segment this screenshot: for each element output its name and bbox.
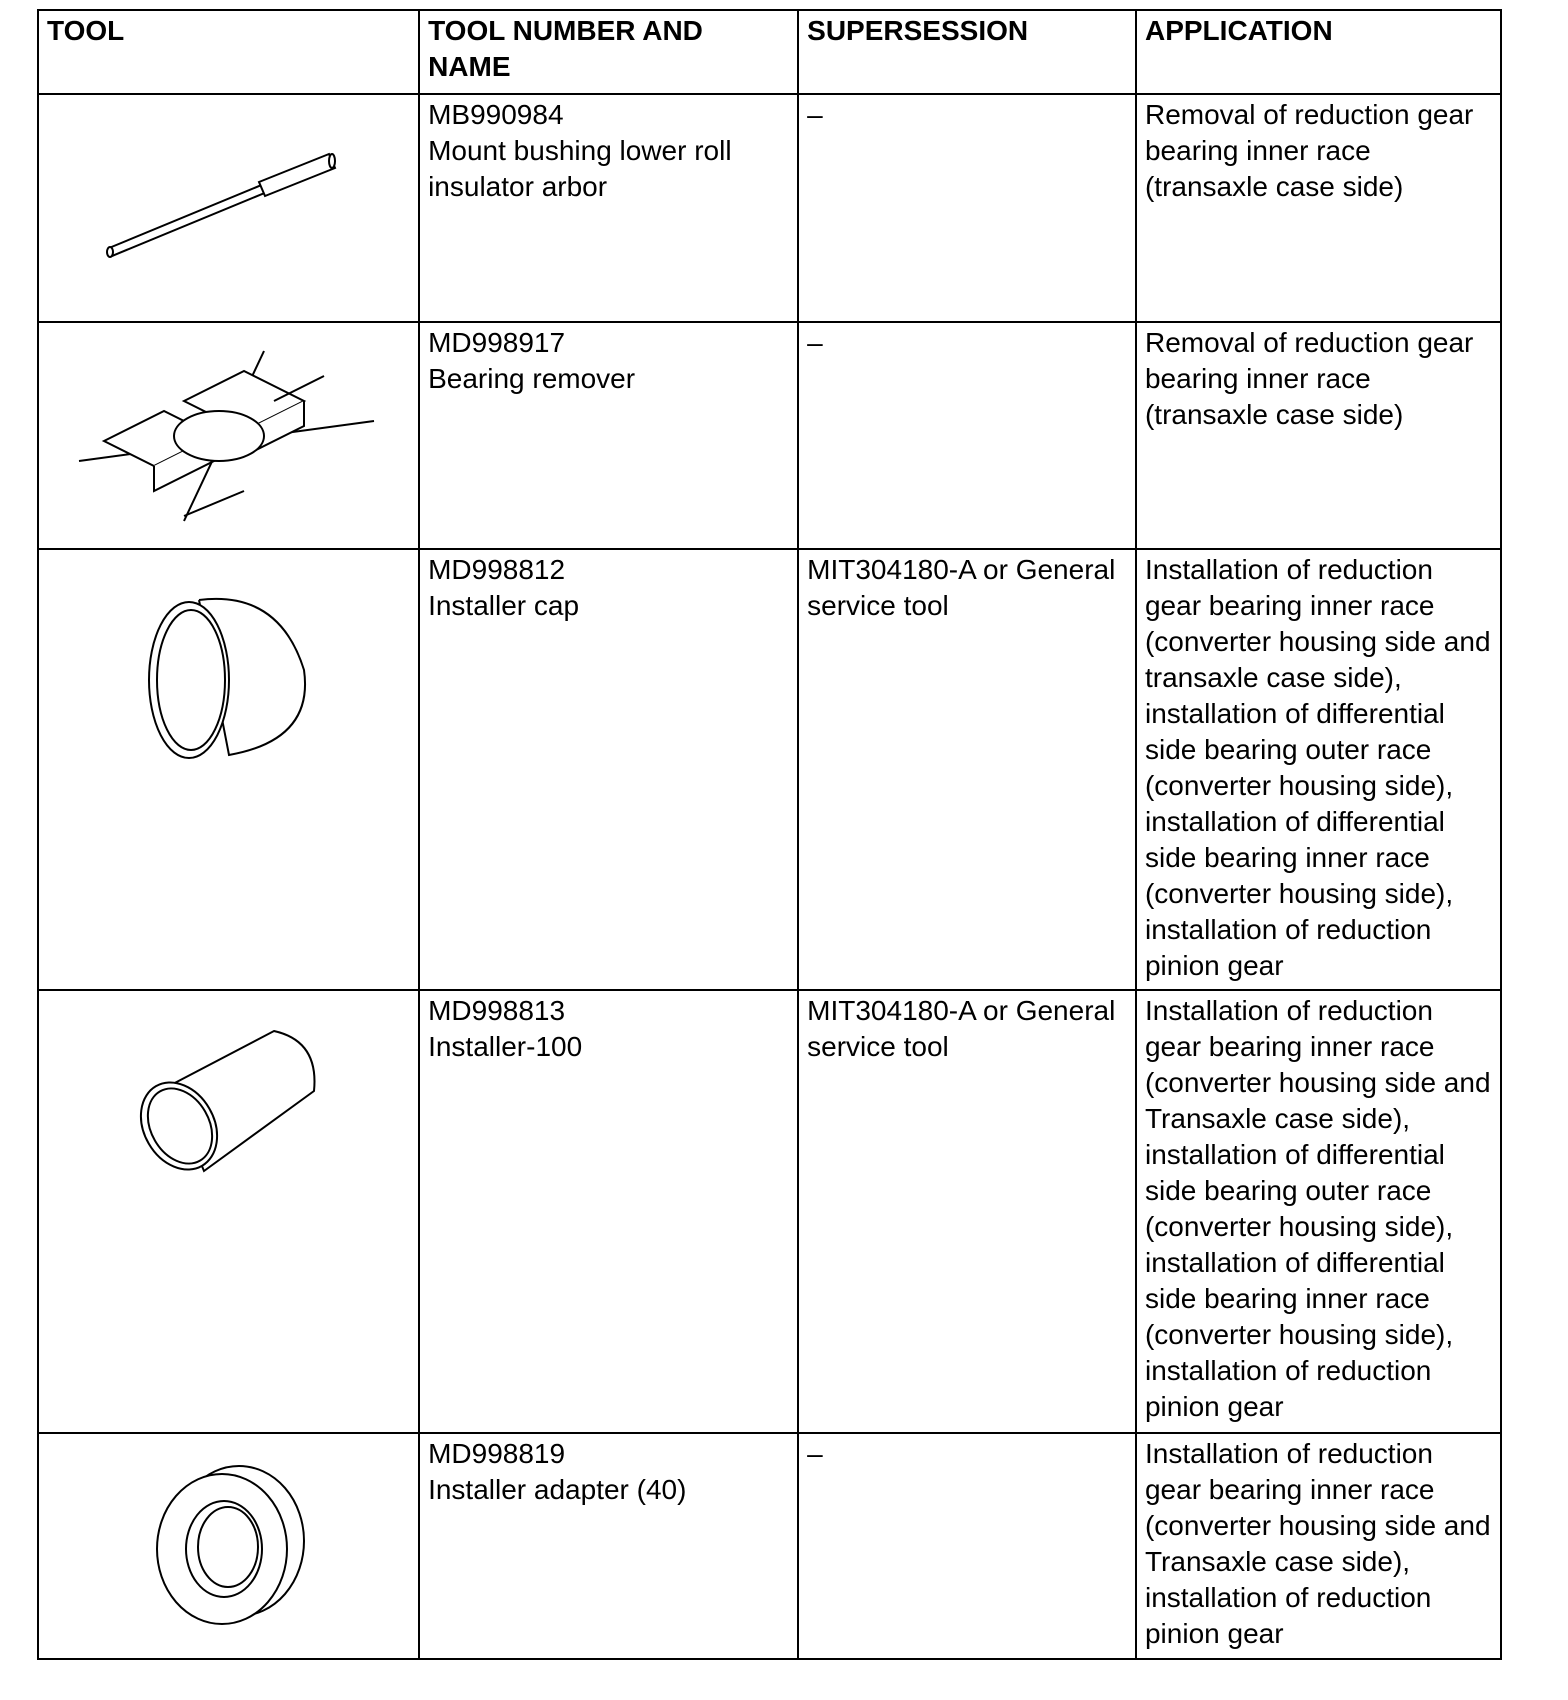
tool-name: Mount bushing lower roll insulator arbor <box>428 135 732 202</box>
installer-cap-icon <box>139 590 319 760</box>
tool-illustration-cell <box>38 322 419 549</box>
supersession-cell: – <box>798 1433 1136 1659</box>
tool-number: MD998819 <box>428 1438 566 1469</box>
header-tool-number-name: TOOL NUMBER AND NAME <box>419 10 798 94</box>
bearing-remover-icon <box>74 341 384 531</box>
tool-name: Installer cap <box>428 590 580 621</box>
tool-number-name-cell <box>419 990 798 1433</box>
special-tools-table <box>37 9 1502 1660</box>
tool-number: MD998917 <box>428 327 566 358</box>
installer-100-icon <box>134 1021 324 1181</box>
application-cell: Removal of reduction gear bearing inner race (transaxle case side) <box>1136 94 1501 322</box>
header-tool: TOOL <box>38 10 419 94</box>
tool-number-name-cell <box>419 322 798 549</box>
table-row <box>38 94 1501 322</box>
application-cell: Installation of reduction gear bearing inner race (converter housing side and Transaxle case side), installation of reduction pinion gear <box>1136 1433 1501 1659</box>
supersession-cell: – <box>798 94 1136 322</box>
application-cell: Removal of reduction gear bearing inner race (transaxle case side) <box>1136 322 1501 549</box>
table-row <box>38 1433 1501 1659</box>
header-supersession: SUPERSESSION <box>798 10 1136 94</box>
table-row <box>38 549 1501 990</box>
tool-number-name-cell <box>419 549 798 990</box>
arbor-rod-icon <box>99 148 359 268</box>
tool-illustration-cell <box>38 1433 419 1659</box>
tool-illustration-cell <box>38 549 419 990</box>
table-row <box>38 322 1501 549</box>
tool-name: Installer adapter (40) <box>428 1474 687 1505</box>
tool-number: MD998813 <box>428 995 566 1026</box>
header-row <box>38 10 1501 94</box>
tool-number-name-cell <box>419 94 798 322</box>
tool-name: Installer-100 <box>428 1031 583 1062</box>
tool-number: MD998812 <box>428 554 566 585</box>
application-cell: Installation of reduction gear bearing inner race (converter housing side and Transaxle case side), installation of differential side bearing outer race (converter housing side), installation of differential side bearing inner race (converter housing side), installation of reduction pinion gear <box>1136 990 1501 1433</box>
tool-illustration-cell <box>38 94 419 322</box>
supersession-cell: MIT304180-A or General service tool <box>798 549 1136 990</box>
installer-adapter-icon <box>144 1461 314 1631</box>
tool-number-name-cell <box>419 1433 798 1659</box>
supersession-cell: MIT304180-A or General service tool <box>798 990 1136 1433</box>
tool-number: MB990984 <box>428 99 564 130</box>
tool-illustration-cell <box>38 990 419 1433</box>
header-application: APPLICATION <box>1136 10 1501 94</box>
tool-name: Bearing remover <box>428 363 636 394</box>
table-row <box>38 990 1501 1433</box>
application-cell: Installation of reduction gear bearing inner race (converter housing side and transaxle case side), installation of differential side bearing outer race (converter housing side), installation of differential side bearing inner race (converter housing side), installation of reduction pinion gear <box>1136 549 1501 990</box>
supersession-cell: – <box>798 322 1136 549</box>
